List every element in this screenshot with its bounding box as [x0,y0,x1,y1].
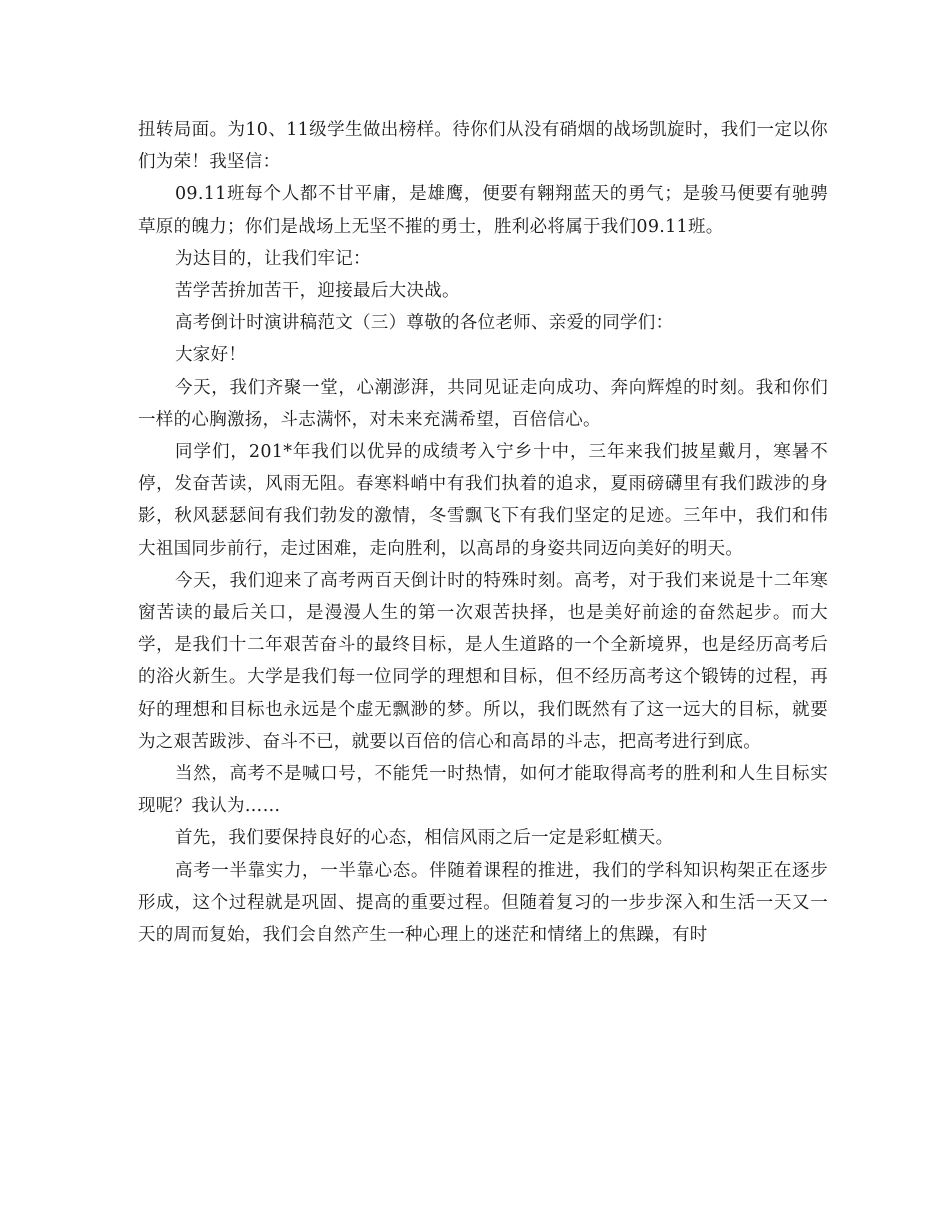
paragraph: 09.11班每个人都不甘平庸，是雄鹰，便要有翱翔蓝天的勇气；是骏马便要有驰骋草原的魄力；你们是战场上无坚不摧的勇士，胜利必将属于我们09.11班。 [138,184,828,237]
greeting-paragraph: 大家好！ [175,345,247,366]
paragraph: 高考一半靠实力，一半靠心态。伴随着课程的推进，我们的学科知识构架正在逐步形成，这个过程就是巩固、提高的重要过程。但随着复习的一步步深入和生活一天又一天的周而复始，我们会自然产生一种心理上的迷茫和情绪上的焦躁，有时 [138,860,828,946]
paragraph: 为达目的，让我们牢记： [175,248,371,269]
paragraph: 首先，我们要保持良好的心态，相信风雨之后一定是彩虹横天。 [175,828,674,849]
paragraph: 苦学苦拚加苦干，迎接最后大决战。 [175,281,460,302]
paragraph: 当然，高考不是喊口号，不能凭一时热情，如何才能取得高考的胜利和人生目标实现呢？我认为…… [138,764,828,817]
document-body [138,114,828,951]
paragraph: 今天，我们齐聚一堂，心潮澎湃，共同见证走向成功、奔向辉煌的时刻。我和你们一样的心胸激扬，斗志满怀，对未来充满希望，百倍信心。 [138,377,828,430]
paragraph-continuation: 扭转局面。为10、11级学生做出榜样。待你们从没有硝烟的战场凯旋时，我们一定以你们为荣！我坚信： [138,120,828,173]
paragraph: 同学们，201*年我们以优异的成绩考入宁乡十中，三年来我们披星戴月，寒暑不停，发奋苦读，风雨无阻。春寒料峭中有我们执着的追求，夏雨磅礴里有我们跋涉的身影，秋风瑟瑟间有我们勃发的激情，冬雪飘飞下有我们坚定的足迹。三年中，我们和伟大祖国同步前行，走过困难，走向胜利，以高昂的身姿共同迈向美好的明天。 [138,442,828,559]
section-heading-paragraph: 高考倒计时演讲稿范文（三）尊敬的各位老师、亲爱的同学们： [175,313,674,334]
paragraph: 今天，我们迎来了高考两百天倒计时的特殊时刻。高考，对于我们来说是十二年寒窗苦读的最后关口，是漫漫人生的第一次艰苦抉择，也是美好前途的奋然起步。而大学，是我们十二年艰苦奋斗的最终目标，是人生道路的一个全新境界，也是经历高考后的浴火新生。大学是我们每一位同学的理想和目标，但不经历高考这个锻铸的过程，再好的理想和目标也永远是个虚无飘渺的梦。所以，我们既然有了这一远大的目标，就要为之艰苦跋涉、奋斗不已，就要以百倍的信心和高昂的斗志，把高考进行到底。 [138,570,828,752]
